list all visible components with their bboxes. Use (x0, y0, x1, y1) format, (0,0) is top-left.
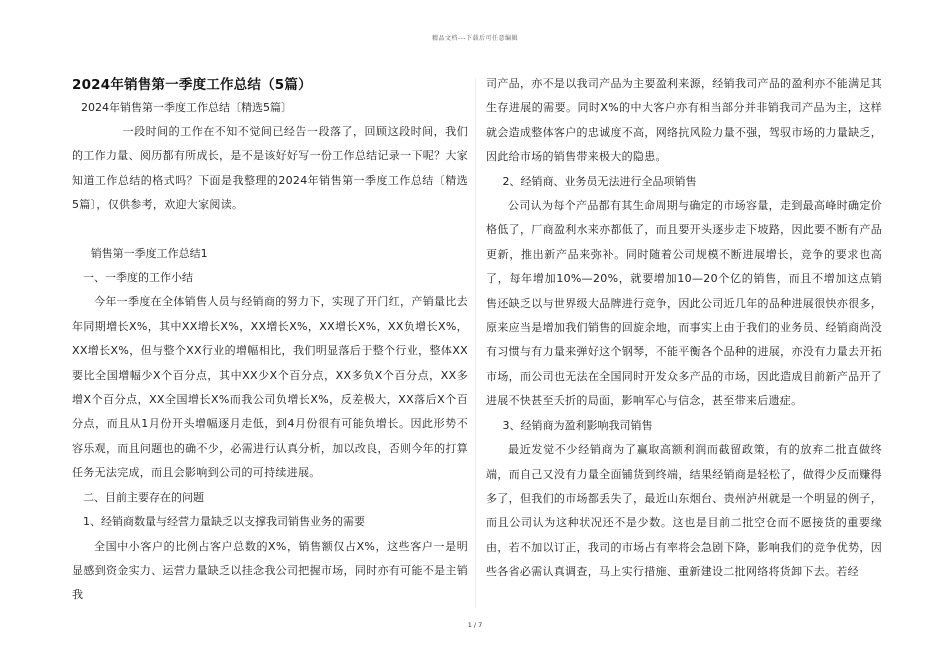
intro-paragraph: 一段时间的工作在不知不觉间已经告一段落了，回顾这段时间，我们的工作力量、阅历都有所成长，是不是该好好写一份工作总结记录一下呢？大家知道工作总结的格式吗？下面是我整理的2024年销售第一季度工作总结〔精选5篇〕，仅供参考，欢迎大家阅读。 (72, 125, 468, 212)
paragraph-problem-2: 公司认为每个产品都有其生命周期与确定的市场容量，走到最高峰时确定价格低了，厂商盈利水来亦都低了，而且要开头逐步走下坡路，因此要不断有产品更新，推出新产品来弥补。同时随着公司规模不断进展增长，竞争的要求也高了，每年增加10%—20%，就要增加10—20个亿的销售，而且不增加这点销售还缺乏以与世界级大品牌进行竞争，因此公司近几年的品种进展很快亦很多，原来应当是增加我们销售的回旋余地，而事实上由于我们的业务员、经销商尚没有习惯与有力量来弹好这个钢琴，不能平衡各个品种的进展，亦没有力量去开拓市场，而公司也无法在全国同时开发众多产品的市场，因此造成目前新产品开了进展不快甚至夭折的局面，影响军心与信念，甚至带来后遗症。 (486, 199, 882, 408)
paragraph-problem-1-cont: 司产品，亦不是以我司产品为主要盈利来源，经销我司产品的盈利亦不能满足其生存进展的需要。同时X%的中大客户亦有相当部分并非销我司产品为主，这样就会造成整体客户的忠诚度不高，网络抗风险力量不强，驾驭市场的力量缺乏，因此给市场的销售带来极大的隐患。 (486, 77, 882, 164)
paragraph-gap (72, 218, 468, 242)
page-title: 2024年销售第一季度工作总结（5篇） (72, 77, 312, 93)
document-subtitle: 2024年销售第一季度工作总结〔精选5篇〕 (81, 101, 292, 114)
heading-2-2: 2、经销商、业务员无法进行全品项销售 (502, 174, 697, 188)
heading-1: 一、一季度的工作小结 (83, 271, 193, 285)
section-title: 销售第一季度工作总结1 (90, 246, 208, 260)
paragraph-summary: 今年一季度在全体销售人员与经销商的努力下，实现了开门红，产销量比去年同期增长X%，其中XX增长X%，XX增长X%，XX增长X%，XX负增长X%，XX增长X%，但与整个XX行业的增幅相比，我们明显落后于整个行业，整体XX要比全国增幅少X个百分点，其中XX少X个百分点，XX多负X个百分点，XX多增X个百分点，XX全国增长X%而我公司负增长X%，反差极大，XX落后X个百分点，而且从1月份开头增幅逐月走低，到4月份很有可能负增长。因此形势不容乐观，而且问题也的确不少，必需进行认真分析，加以改良，否则今年的打算任务无法完成，而且会影响到公司的可持续进展。 (72, 295, 468, 480)
paragraph-problem-3: 最近发觉不少经销商为了赢取高额利润而截留政策，有的放弃二批直做终端，而自己又没有力量全面铺货到终端，结果经销商是轻松了，做得少反而赚得多了，但我们的市场都丢失了，最近山东烟台、贵州泸州就是一个明显的例子，而且公司认为这种状况还不是少数。这也是目前二批空仓而不愿接货的重要缘由，若不加以订正，我司的市场占有率将会急剧下降，影响我们的竞争优势，因些各省必需认真调查，马上实行措施、重新建设二批网络将货卸下去。若经 (486, 443, 882, 579)
heading-2: 二、目前主要存在的问题 (83, 490, 204, 504)
page-number: 1 / 7 (467, 621, 483, 629)
column-divider (475, 78, 476, 608)
heading-2-1: 1、经销商数量与经营力量缺乏以支撑我司销售业务的需要 (83, 515, 365, 529)
right-column (486, 72, 882, 585)
paragraph-problem-1: 全国中小客户的比例占客户总数的X%，销售额仅占X%，这些客户一是明显感到资金实力、运营力量缺乏以挂念我公司把握市场，同时亦有可能不是主销我 (72, 539, 468, 602)
left-column (72, 72, 468, 608)
heading-2-3: 3、经销商为盈利影响我司销售 (502, 418, 653, 432)
header-note: 精品文档---下载后可任意编辑 (432, 35, 518, 42)
